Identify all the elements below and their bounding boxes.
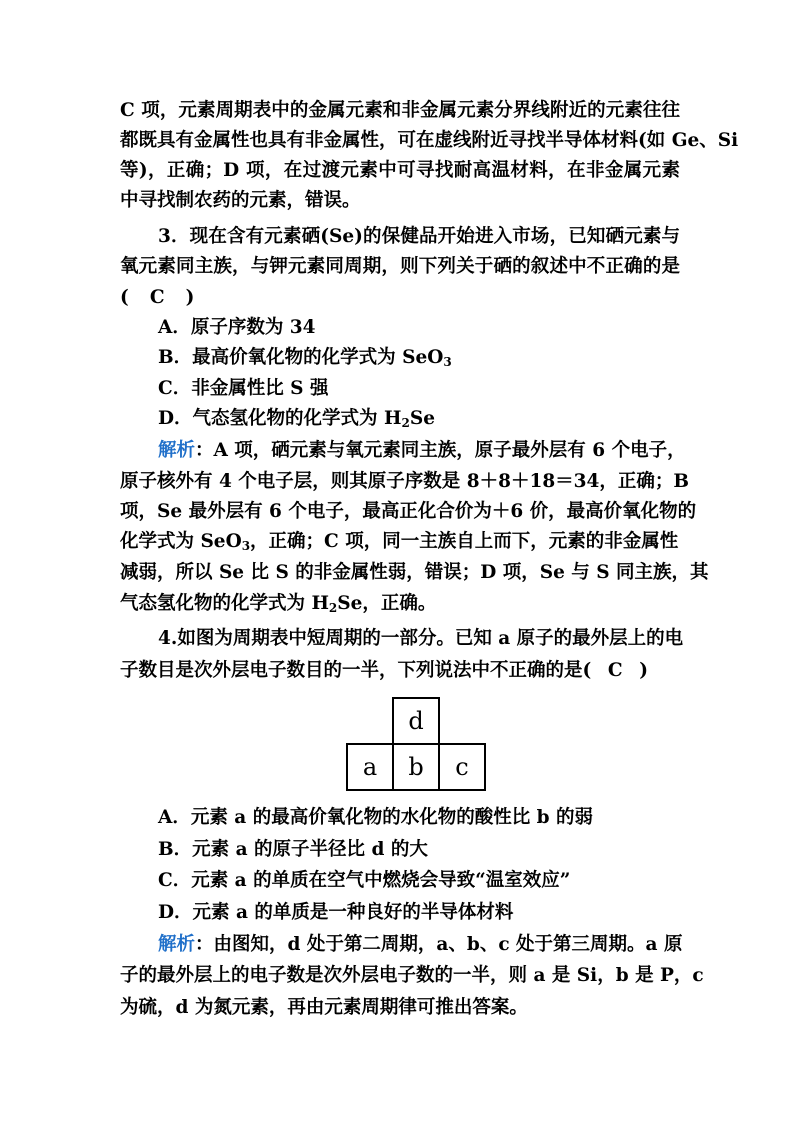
intro-line-2: 都既具有金属性也具有非金属性，可在虚线附近寻找半导体材料(如 Ge、Si (120, 130, 739, 151)
q3-analysis-label: 解析 (158, 440, 196, 461)
q3-analysis-line-3: 项，Se 最外层有 6 个电子，最高正化合价为＋6 价，最高价氧化物的 (120, 501, 697, 522)
q3-analysis-text-1: ：A 项，硒元素与氧元素同主族，原子最外层有 6 个电子， (195, 440, 686, 461)
q3-stem-line-2: 氧元素同主族，与钾元素同周期，则下列关于硒的叙述中不正确的是 (120, 256, 680, 277)
q4-paren-close: ) (639, 660, 649, 681)
q3-analysis-line-4 (120, 530, 680, 554)
q3-option-b-subscript: 3 (443, 355, 452, 369)
q3-analysis-subscript-6: 2 (328, 601, 338, 615)
q4-analysis-text-1: ：由图知，d 处于第二周期，a、b、c 处于第三周期。a 原 (195, 934, 683, 955)
q4-answer: C (607, 660, 623, 681)
q3-analysis-text-4a: 化学式为 SeO (120, 531, 242, 552)
periodic-table-fragment (346, 697, 490, 793)
q3-option-a: A．原子序数为 34 (158, 317, 316, 338)
q3-analysis-line-5: 减弱，所以 Se 比 S 的非金属性弱，错误；D 项，Se 与 S 同主族，其 (120, 562, 709, 583)
cell-a: a (346, 743, 394, 791)
q3-analysis-line-6 (120, 592, 680, 616)
q4-option-c: C．元素 a 的单质在空气中燃烧会导致“温室效应” (158, 870, 571, 891)
q4-stem-line-1: 4.如图为周期表中短周期的一部分。已知 a 原子的最外层上的电 (158, 628, 684, 649)
q4-analysis-line-3: 为硫，d 为氮元素，再由元素周期律可推出答案。 (120, 997, 528, 1018)
intro-line-3: 等)，正确；D 项，在过渡元素中可寻找耐高温材料，在非金属元素 (120, 160, 680, 181)
q4-analysis-line-2: 子的最外层上的电子数是次外层电子数的一半，则 a 是 Si，b 是 P，c (120, 965, 704, 986)
q4-stem-text: 子数目是次外层电子数目的一半，下列说法中不正确的是( (120, 660, 592, 681)
q4-stem-line-2 (120, 659, 680, 683)
q3-analysis-text-6b: Se，正确。 (337, 593, 437, 614)
q3-option-d-text: D．气态氢化物的化学式为 H (158, 408, 402, 429)
q4-option-a: A．元素 a 的最高价氧化物的水化物的酸性比 b 的弱 (158, 807, 594, 828)
cell-d: d (392, 697, 440, 745)
q3-answer: C (149, 287, 165, 308)
q3-analysis-text-6a: 气态氢化物的化学式为 H (120, 593, 329, 614)
q4-analysis-label: 解析 (158, 934, 196, 955)
q3-stem-line-1: 3．现在含有元素硒(Se)的保健品开始进入市场，已知硒元素与 (158, 226, 680, 247)
q4-analysis-line-1 (158, 933, 683, 957)
intro-line-4: 中寻找制农药的元素，错误。 (120, 190, 361, 211)
q3-paren-close: ) (185, 287, 195, 308)
q4-option-b: B．元素 a 的原子半径比 d 的大 (158, 839, 428, 860)
cell-c: c (438, 743, 486, 791)
q3-paren-open: ( (120, 287, 129, 308)
q3-option-d-suffix: Se (409, 408, 435, 429)
q3-option-c: C．非金属性比 S 强 (158, 378, 329, 399)
q3-option-d-subscript: 2 (401, 416, 410, 430)
q3-answer-line (120, 286, 680, 310)
q3-analysis-line-2: 原子核外有 4 个电子层，则其原子序数是 8＋8＋18＝34，正确；B (120, 471, 690, 492)
cell-b: b (392, 743, 440, 791)
q3-analysis-text-4b: ，正确；C 项，同一主族自上而下，元素的非金属性 (250, 531, 679, 552)
q3-option-d (158, 407, 680, 431)
q3-analysis-line-1 (158, 439, 686, 463)
q3-analysis-subscript-4: 3 (241, 539, 251, 553)
q3-option-b (158, 346, 680, 370)
q4-option-d: D．元素 a 的单质是一种良好的半导体材料 (158, 902, 514, 923)
intro-line-1: C 项，元素周期表中的金属元素和非金属元素分界线附近的元素往往 (120, 100, 680, 121)
q3-option-b-text: B．最高价氧化物的化学式为 SeO (158, 347, 444, 368)
